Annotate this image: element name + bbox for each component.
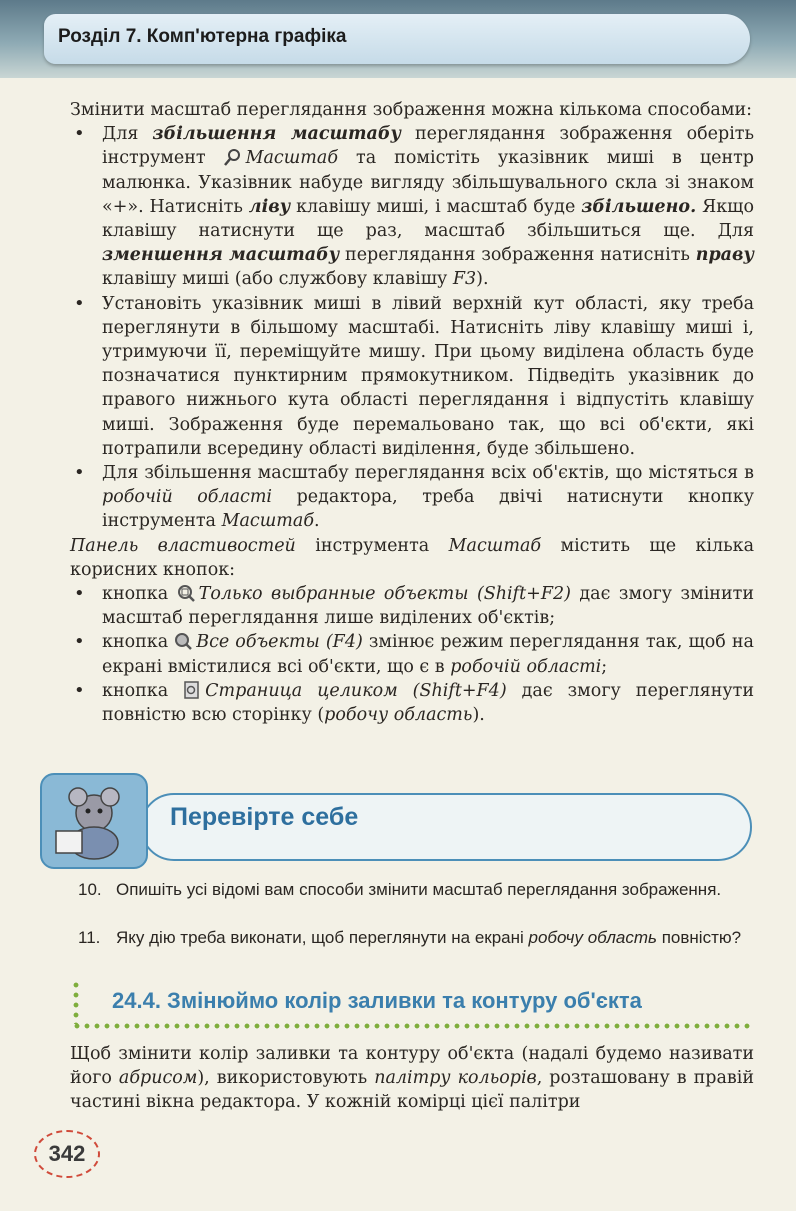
dots-divider — [72, 1022, 752, 1030]
list-item: • кнопка Все объекты (F4) змінює режим переглядання так, щоб на екрані вмістилися всі об'єкти, що є в робочій області; — [74, 631, 754, 677]
intro-paragraph: Змінити масштаб переглядання зображення можна кількома способами: — [70, 100, 753, 120]
zoom-all-icon — [174, 632, 192, 650]
panel-buttons-list — [70, 582, 754, 727]
zoom-tool-icon — [224, 148, 242, 166]
list-item: • Установіть указівник миші в лівий верхній кут області, яку треба переглянути в більшому масштабі. Натисніть ліву клавішу миші і, утримуючи її, переміщуйте мишу. При цьому виділена область буде позначатися пунктирним прямокутником. Підведіть указівник до правого нижнього кута області переглядання і відпустіть клавішу миші. Зображення буде перемальовано так, що всі об'єкти, які потрапили всередину області виділення, буде збільшено. — [74, 292, 754, 459]
section-text: Щоб змінити колір заливки та контуру об'єкта (надалі будемо називати його абрисом), використовують палітру кольорів, розташовану в правій частині вікна редактора. У кожній комірці цієї палітри — [70, 1044, 755, 1113]
zoom-page-icon — [183, 681, 201, 699]
check-title: Перевірте себе — [170, 803, 359, 831]
question-10: 10. Опишіть усі відомі вам способи змінити масштаб переглядання зображення. — [78, 880, 722, 899]
check-yourself-banner — [40, 773, 752, 867]
question-11: 11. Яку дію треба виконати, щоб переглянути на екрані робочу область повністю? — [78, 928, 742, 947]
section-title: 24.4. Змінюймо колір заливки та контуру об'єкта — [112, 988, 642, 1013]
panel-paragraph: Панель властивостей інструмента Масштаб містить ще кілька корисних кнопок: — [70, 535, 755, 580]
main-text — [70, 98, 754, 727]
zoom-selected-icon — [177, 584, 195, 602]
list-item: • Для збільшення масштабу переглядання всіх об'єктів, що містяться в робочій області редактора, треба двічі натиснути кнопку інструмента Масштаб. — [74, 462, 754, 532]
chapter-title: Розділ 7. Комп'ютерна графіка — [58, 26, 347, 47]
list-item: • кнопка Только выбранные объекты (Shift+F2) дає змогу змінити масштаб переглядання лише виділених об'єктів; — [74, 583, 754, 629]
dots-decoration — [72, 980, 80, 1024]
page-number: 342 — [34, 1130, 100, 1178]
zoom-methods-list — [70, 122, 754, 533]
chapter-header — [44, 14, 750, 64]
list-item: • Для збільшення масштабу переглядання зображення оберіть інструмент Масштаб та помістіть указівник миші в центр малюнка. Указівник набуде вигляду збільшувального скла зі знаком «+». Натисніть ліву клавішу миші, і масштаб буде збільшено. Якщо клавішу натиснути ще раз, масштаб збільшиться ще. Для зменшення масштабу переглядання зображення натисніть праву клавішу миші (або службову клавішу F3). — [74, 123, 754, 290]
mascot-icon — [40, 773, 148, 869]
list-item: • кнопка Страница целиком (Shift+F4) дає змогу переглянути повністю всю сторінку (робочу область). — [74, 679, 754, 726]
